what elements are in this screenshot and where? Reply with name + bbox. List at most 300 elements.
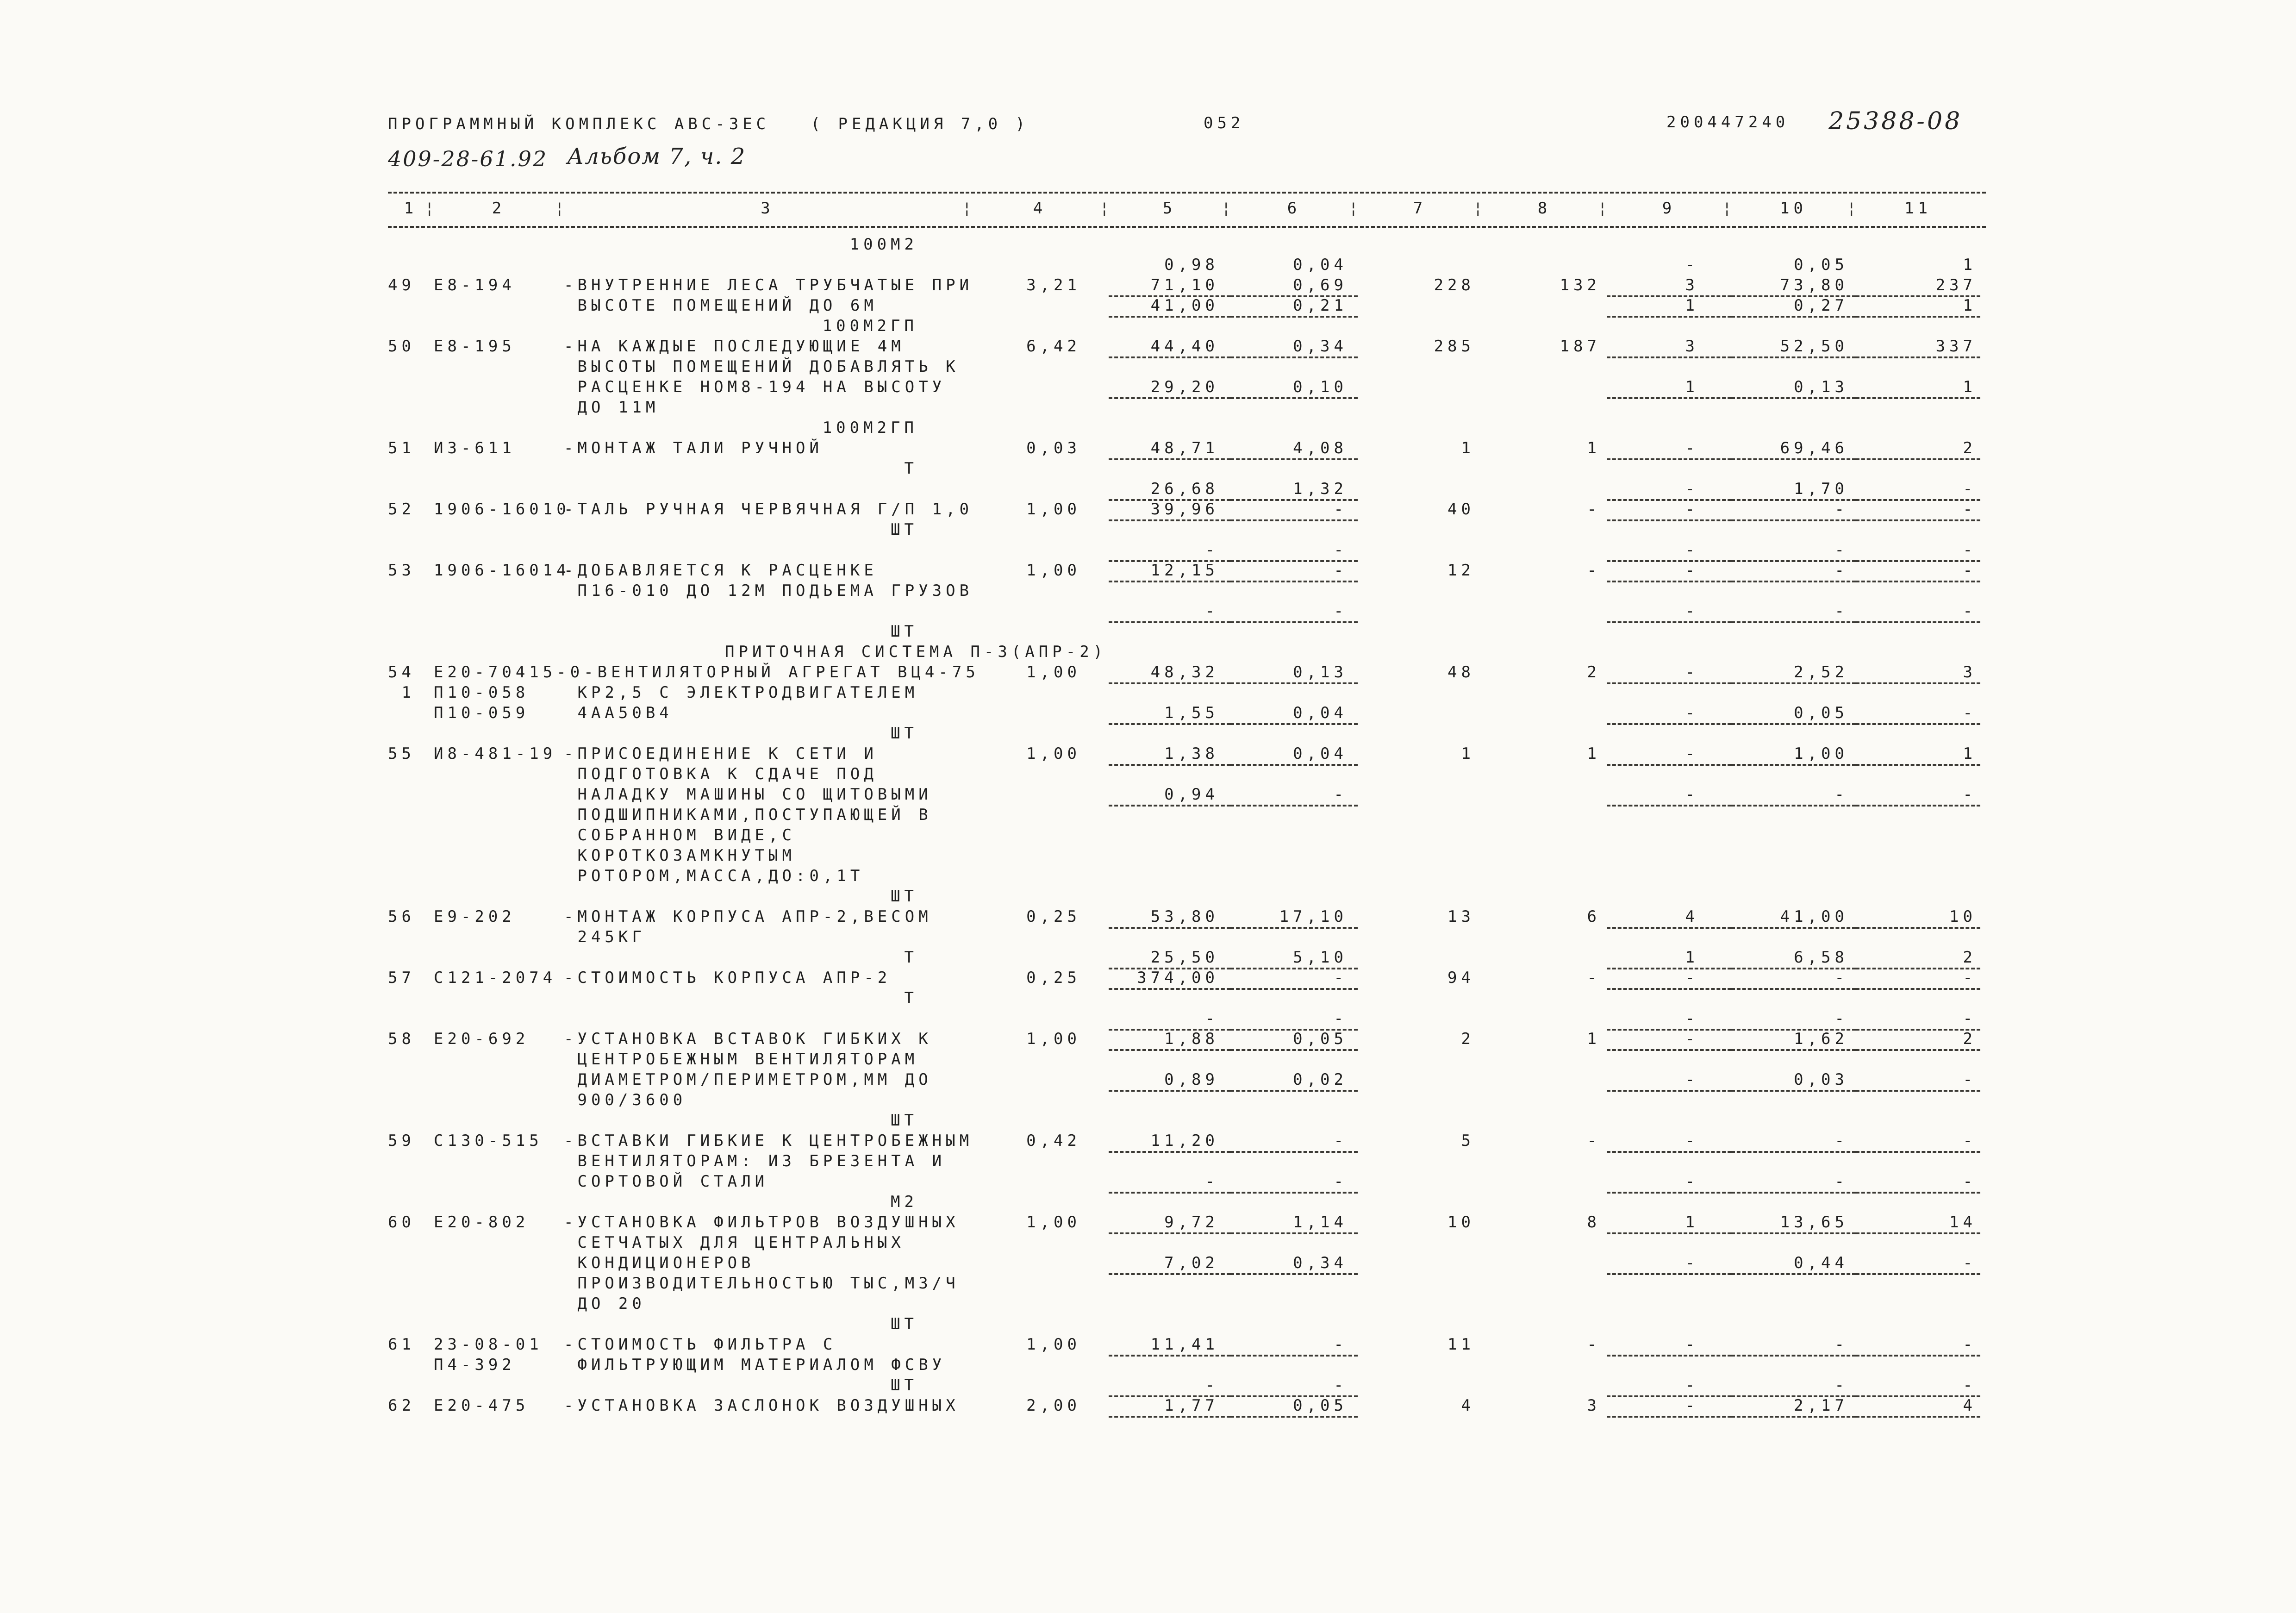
materials-value: - — [1731, 1171, 1856, 1194]
labor-cost-value: 17,10 — [1230, 907, 1358, 929]
materials-value: - — [1731, 1131, 1856, 1153]
table-line — [388, 764, 1980, 784]
labor-hours-value: 10 — [1856, 907, 1980, 929]
labor-cost-value: - — [1230, 540, 1358, 562]
item-row — [388, 1212, 1980, 1232]
item-row — [388, 1334, 1980, 1355]
materials-value: 2,52 — [1731, 662, 1856, 684]
table-line — [388, 377, 1980, 397]
labor-hours-value: - — [1856, 703, 1980, 725]
quantity-value: 6,42 — [1026, 337, 1081, 356]
unit-label: 100М2ГП — [822, 317, 918, 335]
table-line — [388, 397, 1980, 418]
section-header-row — [388, 642, 1980, 662]
item-row — [388, 1395, 1980, 1416]
machines-value: - — [1607, 540, 1731, 562]
unit-label: Т — [904, 459, 918, 478]
row-number: 57 — [388, 969, 415, 987]
unit-cost-value: 48,32 — [1109, 662, 1230, 684]
item-description: -ДОБАВЛЯЕТСЯ К РАСЦЕНКЕ — [564, 561, 878, 580]
labor-hours-value: 4 — [1856, 1395, 1980, 1418]
labor-cost-value: - — [1230, 784, 1358, 806]
unit-cost-value: 9,72 — [1109, 1212, 1230, 1234]
item-code: И3-611 — [434, 439, 516, 457]
table-line — [388, 540, 1980, 560]
labor-hours-value: 2 — [1856, 947, 1980, 969]
labor-total-value: 132 — [1560, 276, 1601, 294]
machines-value: - — [1607, 601, 1731, 623]
materials-value: 0,13 — [1731, 377, 1856, 399]
unit-label: ШТ — [891, 1376, 918, 1394]
unit-cost-value: 41,00 — [1109, 295, 1230, 318]
item-row — [388, 336, 1980, 356]
labor-cost-value: 0,34 — [1230, 336, 1358, 358]
item-code-description: Е20-70415-0-ВЕНТИЛЯТОРНЫЙ АГРЕГАТ ВЦ4-75 — [434, 663, 980, 681]
labor-total-value: 8 — [1587, 1213, 1601, 1232]
machines-value: 4 — [1607, 907, 1731, 929]
unit-label: 100М2 — [849, 235, 918, 254]
quantity-value: 2,00 — [1026, 1396, 1081, 1415]
item-code: П10-058 — [434, 683, 530, 702]
unit-label: ШТ — [891, 724, 918, 743]
unit-label: ШТ — [891, 622, 918, 641]
row-number: 61 — [388, 1335, 415, 1354]
column-number: 2 ¦ — [434, 198, 564, 219]
table-line — [388, 1049, 1980, 1069]
item-description: КР2,5 С ЭЛЕКТРОДВИГАТЕЛЕМ — [564, 683, 919, 702]
item-code: И8-481-19 — [434, 744, 557, 763]
table-line — [388, 255, 1980, 275]
table-line — [388, 1069, 1980, 1090]
labor-cost-value: 0,69 — [1230, 275, 1358, 297]
unit-cost-value: 0,94 — [1109, 784, 1230, 806]
item-code: 1906-16014 — [434, 561, 570, 580]
quantity-value: 1,00 — [1026, 500, 1081, 519]
quantity-value: 0,25 — [1026, 907, 1081, 926]
column-number: 7 ¦ — [1358, 198, 1482, 219]
machines-value: 1 — [1607, 377, 1731, 399]
labor-total-value: 2 — [1587, 663, 1601, 681]
labor-cost-value: 0,05 — [1230, 1029, 1358, 1051]
labor-total-value: - — [1587, 500, 1601, 519]
labor-hours-value: 1 — [1963, 256, 1977, 274]
total-cost-value: 48 — [1447, 663, 1475, 681]
table-line — [388, 1090, 1980, 1110]
machines-value: - — [1607, 784, 1731, 806]
table-line — [388, 1171, 1980, 1192]
item-description: -ВНУТРЕННИЕ ЛЕСА ТРУБЧАТЫЕ ПРИ — [564, 276, 973, 294]
materials-value: - — [1731, 784, 1856, 806]
column-number: 3 ¦ — [564, 198, 971, 219]
materials-value: - — [1731, 499, 1856, 521]
item-description: -УСТАНОВКА ВСТАВОК ГИБКИХ К — [564, 1030, 932, 1048]
quantity-value: 1,00 — [1026, 1030, 1081, 1048]
unit-cost-value: 0,98 — [1164, 256, 1219, 274]
item-code: Е8-194 — [434, 276, 516, 294]
quantity-value: 1,00 — [1026, 1335, 1081, 1354]
machines-value: - — [1607, 499, 1731, 521]
unit-cost-value: 11,41 — [1109, 1334, 1230, 1357]
labor-hours-value: - — [1856, 601, 1980, 623]
total-cost-value: 1 — [1461, 439, 1475, 457]
materials-value: 1,70 — [1731, 479, 1856, 501]
item-description: ПОДШИПНИКАМИ,ПОСТУПАЮЩЕЙ В — [564, 806, 932, 824]
quantity-value: 1,00 — [1026, 561, 1081, 580]
labor-cost-value: 4,08 — [1230, 438, 1358, 460]
item-row — [388, 662, 1980, 682]
machines-value: 1 — [1607, 1212, 1731, 1234]
column-number: 6 ¦ — [1230, 198, 1358, 219]
machines-value: 3 — [1607, 336, 1731, 358]
table-line — [388, 1294, 1980, 1314]
table-line — [388, 927, 1980, 947]
table-line — [388, 703, 1980, 723]
materials-value: - — [1731, 601, 1856, 623]
unit-label: 100М2ГП — [822, 419, 918, 437]
unit-label: ШТ — [891, 887, 918, 906]
row-number: 49 — [388, 276, 415, 294]
item-code: Е20-475 — [434, 1396, 530, 1415]
labor-total-value: 3 — [1587, 1396, 1601, 1415]
unit-cost-value: - — [1109, 540, 1230, 562]
table-line — [388, 1008, 1980, 1029]
item-description: 245КГ — [564, 928, 646, 946]
table-line — [388, 886, 1980, 907]
row-number: 52 — [388, 500, 415, 519]
labor-cost-value: 5,10 — [1230, 947, 1358, 969]
page-number: 052 — [1204, 114, 1245, 132]
row-number: 50 — [388, 337, 415, 356]
unit-cost-value: 11,20 — [1109, 1131, 1230, 1153]
labor-cost-value: - — [1230, 1375, 1358, 1397]
unit-label: М2 — [891, 1193, 918, 1211]
labor-cost-value: 0,04 — [1293, 256, 1348, 274]
total-cost-value: 2 — [1461, 1030, 1475, 1048]
labor-hours-value: - — [1856, 1375, 1980, 1397]
table-line — [388, 845, 1980, 866]
labor-total-value: 187 — [1560, 337, 1601, 356]
unit-cost-value: 7,02 — [1109, 1253, 1230, 1275]
divider-rule-bottom — [388, 226, 1986, 228]
table-line — [388, 1273, 1980, 1294]
project-code: 200447240 — [1666, 113, 1790, 131]
table-line — [388, 682, 1980, 703]
unit-cost-value: 374,00 — [1109, 968, 1230, 990]
item-description: -МОНТАЖ ТАЛИ РУЧНОЙ — [564, 439, 823, 457]
item-description: -УСТАНОВКА ЗАСЛОНОК ВОЗДУШНЫХ — [564, 1396, 960, 1415]
row-number: 62 — [388, 1396, 415, 1415]
item-row — [388, 907, 1980, 927]
unit-cost-value: - — [1109, 1171, 1230, 1194]
column-number: 8 ¦ — [1482, 198, 1607, 219]
labor-total-value: 6 — [1587, 907, 1601, 926]
item-row — [388, 275, 1980, 295]
item-code: Е9-202 — [434, 907, 516, 926]
item-description: -МОНТАЖ КОРПУСА АПР-2,ВЕСОМ — [564, 907, 932, 926]
labor-total-value: 1 — [1587, 1030, 1601, 1048]
item-row — [388, 499, 1980, 519]
item-description: П16-010 ДО 12М ПОДЬЕМА ГРУЗОВ — [564, 581, 973, 600]
materials-value: 73,80 — [1731, 275, 1856, 297]
table-line — [388, 519, 1980, 540]
item-description: НАЛАДКУ МАШИНЫ СО ЩИТОВЫМИ — [564, 785, 932, 804]
item-description: СОБРАННОМ ВИДЕ,С — [564, 826, 796, 844]
item-code: П4-392 — [434, 1356, 516, 1374]
item-description: -ТАЛЬ РУЧНАЯ ЧЕРВЯЧНАЯ Г/П 1,0 — [564, 500, 973, 519]
machines-value: - — [1607, 1253, 1731, 1275]
labor-cost-value: 0,04 — [1230, 703, 1358, 725]
row-number: 54 — [388, 663, 415, 681]
item-description: 4АА50В4 — [564, 704, 673, 722]
machines-value: - — [1607, 968, 1731, 990]
unit-cost-value: 1,88 — [1109, 1029, 1230, 1051]
item-row — [388, 438, 1980, 458]
labor-hours-value: - — [1856, 560, 1980, 582]
machines-value: - — [1607, 1375, 1731, 1397]
quantity-value: 1,00 — [1026, 744, 1081, 763]
unit-label: ШТ — [891, 1111, 918, 1130]
table-body — [388, 234, 1980, 1416]
materials-value: 0,03 — [1731, 1069, 1856, 1092]
total-cost-value: 1 — [1461, 744, 1475, 763]
table-line — [388, 581, 1980, 601]
total-cost-value: 285 — [1434, 337, 1475, 356]
item-code: Е20-692 — [434, 1030, 530, 1048]
table-line — [388, 1232, 1980, 1253]
item-description: -УСТАНОВКА ФИЛЬТРОВ ВОЗДУШНЫХ — [564, 1213, 960, 1232]
labor-hours-value: - — [1856, 1334, 1980, 1357]
quantity-value: 3,21 — [1026, 276, 1081, 294]
materials-value: - — [1731, 1334, 1856, 1357]
labor-hours-value: - — [1856, 784, 1980, 806]
machines-value: 1 — [1607, 947, 1731, 969]
unit-cost-value: 12,15 — [1109, 560, 1230, 582]
materials-value: 0,05 — [1731, 703, 1856, 725]
section-title: ПРИТОЧНАЯ СИСТЕМА П-3(АПР-2) — [725, 643, 1107, 661]
labor-cost-value: 1,14 — [1230, 1212, 1358, 1234]
labor-cost-value: 0,02 — [1230, 1069, 1358, 1092]
unit-cost-value: 0,89 — [1109, 1069, 1230, 1092]
unit-cost-value: - — [1109, 601, 1230, 623]
unit-cost-value: 71,10 — [1109, 275, 1230, 297]
materials-value: 0,05 — [1794, 256, 1848, 274]
unit-cost-value: 1,77 — [1109, 1395, 1230, 1418]
unit-cost-value: 39,96 — [1109, 499, 1230, 521]
materials-value: 0,44 — [1731, 1253, 1856, 1275]
machines-value: - — [1607, 1029, 1731, 1051]
table-line — [388, 458, 1980, 479]
column-number: 4 ¦ — [971, 198, 1109, 219]
item-row — [388, 560, 1980, 581]
materials-value: - — [1731, 1008, 1856, 1031]
item-code: Е20-802 — [434, 1213, 530, 1232]
labor-hours-value: - — [1856, 1008, 1980, 1031]
labor-cost-value: 1,32 — [1230, 479, 1358, 501]
unit-cost-value: 25,50 — [1109, 947, 1230, 969]
labor-cost-value: - — [1230, 1171, 1358, 1194]
machines-value: - — [1607, 1171, 1731, 1194]
materials-value: - — [1731, 540, 1856, 562]
item-description: ЦЕНТРОБЕЖНЫМ ВЕНТИЛЯТОРАМ — [564, 1050, 919, 1069]
column-number: 1 ¦ — [388, 198, 434, 219]
item-description: -ВСТАВКИ ГИБКИЕ К ЦЕНТРОБЕЖНЫМ — [564, 1132, 973, 1150]
machines-value: 3 — [1607, 275, 1731, 297]
table-line — [388, 621, 1980, 642]
item-description: РАСЦЕНКЕ НОМ8-194 НА ВЫСОТУ — [564, 378, 946, 396]
table-line — [388, 1375, 1980, 1395]
labor-total-value: - — [1587, 969, 1601, 987]
row-number: 58 — [388, 1030, 415, 1048]
machines-value: - — [1607, 1334, 1731, 1357]
unit-cost-value: 26,68 — [1109, 479, 1230, 501]
labor-cost-value: - — [1230, 1008, 1358, 1031]
table-line — [388, 805, 1980, 825]
labor-hours-value: 1 — [1856, 295, 1980, 318]
labor-cost-value: - — [1230, 499, 1358, 521]
table-line — [388, 947, 1980, 968]
item-code: С130-515 — [434, 1132, 543, 1150]
labor-hours-value: 3 — [1856, 662, 1980, 684]
column-header-row — [388, 198, 1980, 219]
item-code: Е8-195 — [434, 337, 516, 356]
item-description: ДО 20 — [564, 1294, 646, 1313]
row-number: 51 — [388, 439, 415, 457]
labor-hours-value: - — [1856, 479, 1980, 501]
total-cost-value: 94 — [1447, 969, 1475, 987]
total-cost-value: 5 — [1461, 1132, 1475, 1150]
table-line — [388, 988, 1980, 1008]
labor-hours-value: - — [1856, 540, 1980, 562]
item-description: ДО 11М — [564, 398, 660, 417]
row-number: 56 — [388, 907, 415, 926]
machines-value: - — [1685, 256, 1699, 274]
labor-cost-value: 0,05 — [1230, 1395, 1358, 1418]
item-description: СОРТОВОЙ СТАЛИ — [564, 1172, 769, 1191]
quantity-value: 1,00 — [1026, 663, 1081, 681]
unit-cost-value: - — [1109, 1375, 1230, 1397]
labor-cost-value: - — [1230, 601, 1358, 623]
labor-cost-value: 0,13 — [1230, 662, 1358, 684]
materials-value: 41,00 — [1731, 907, 1856, 929]
total-cost-value: 13 — [1447, 907, 1475, 926]
table-line — [388, 1355, 1980, 1375]
machines-value: - — [1607, 479, 1731, 501]
item-description: -ПРИСОЕДИНЕНИЕ К СЕТИ И — [564, 744, 878, 763]
unit-cost-value: - — [1109, 1008, 1230, 1031]
handwritten-album: Альбом 7, ч. 2 — [567, 144, 746, 169]
row-number: 53 — [388, 561, 415, 580]
item-description: -НА КАЖДЫЕ ПОСЛЕДУЮЩИЕ 4М — [564, 337, 905, 356]
table-line — [388, 295, 1980, 316]
handwritten-code: 409-28-61.92 — [388, 146, 548, 171]
table-line — [388, 723, 1980, 744]
table-line — [388, 866, 1980, 886]
materials-value: - — [1731, 560, 1856, 582]
table-line — [388, 418, 1980, 438]
labor-cost-value: - — [1230, 968, 1358, 990]
column-number: 5 ¦ — [1109, 198, 1230, 219]
labor-hours-value: 237 — [1856, 275, 1980, 297]
labor-hours-value: - — [1856, 1253, 1980, 1275]
table-line — [388, 1110, 1980, 1131]
item-description: ПРОИЗВОДИТЕЛЬНОСТЬЮ ТЫС,М3/Ч — [564, 1274, 960, 1293]
row-number: 1 — [388, 683, 415, 702]
column-number: 11 — [1904, 199, 1932, 218]
labor-total-value: 1 — [1587, 744, 1601, 763]
item-code: 1906-16010 — [434, 500, 570, 519]
item-row — [388, 1029, 1980, 1049]
quantity-value: 1,00 — [1026, 1213, 1081, 1232]
labor-cost-value: - — [1230, 1131, 1358, 1153]
labor-hours-value: 337 — [1856, 336, 1980, 358]
table-line — [388, 479, 1980, 499]
labor-cost-value: 0,34 — [1230, 1253, 1358, 1275]
materials-value: 2,17 — [1731, 1395, 1856, 1418]
materials-value: 1,62 — [1731, 1029, 1856, 1051]
labor-total-value: - — [1587, 1335, 1601, 1354]
row-number: 55 — [388, 744, 415, 763]
total-cost-value: 228 — [1434, 276, 1475, 294]
item-description: -СТОИМОСТЬ ФИЛЬТРА С — [564, 1335, 837, 1354]
total-cost-value: 11 — [1447, 1335, 1475, 1354]
total-cost-value: 10 — [1447, 1213, 1475, 1232]
table-line — [388, 825, 1980, 845]
column-number: 10 ¦ — [1731, 198, 1856, 219]
labor-cost-value: - — [1230, 560, 1358, 582]
unit-label: Т — [904, 948, 918, 967]
item-row — [388, 968, 1980, 988]
item-description: ВЕНТИЛЯТОРАМ: ИЗ БРЕЗЕНТА И — [564, 1152, 946, 1170]
table-line — [388, 1314, 1980, 1334]
item-description: 900/3600 — [564, 1091, 687, 1109]
labor-cost-value: 0,10 — [1230, 377, 1358, 399]
item-description: ДИАМЕТРОМ/ПЕРИМЕТРОМ,ММ ДО — [564, 1070, 932, 1089]
item-description: ПОДГОТОВКА К СДАЧЕ ПОД — [564, 765, 878, 783]
labor-hours-value: - — [1856, 499, 1980, 521]
item-description: КОНДИЦИОНЕРОВ — [564, 1254, 755, 1272]
item-row — [388, 744, 1980, 764]
labor-hours-value: 1 — [1856, 744, 1980, 766]
divider-rule-top — [388, 192, 1986, 194]
labor-hours-value: 2 — [1856, 1029, 1980, 1051]
quantity-value: 0,42 — [1026, 1132, 1081, 1150]
machines-value: - — [1607, 438, 1731, 460]
labor-hours-value: 2 — [1856, 438, 1980, 460]
table-line — [388, 234, 1980, 255]
table-line — [388, 1253, 1980, 1273]
labor-total-value: 1 — [1587, 439, 1601, 457]
labor-cost-value: 0,04 — [1230, 744, 1358, 766]
machines-value: - — [1607, 1395, 1731, 1418]
table-line — [388, 1192, 1980, 1212]
materials-value: 13,65 — [1731, 1212, 1856, 1234]
materials-value: 1,00 — [1731, 744, 1856, 766]
item-code: П10-059 — [434, 704, 530, 722]
item-description: ВЫСОТЫ ПОМЕЩЕНИЙ ДОБАВЛЯТЬ К — [564, 357, 960, 376]
labor-hours-value: - — [1856, 968, 1980, 990]
item-description: -СТОИМОСТЬ КОРПУСА АПР-2 — [564, 969, 892, 987]
total-cost-value: 4 — [1461, 1396, 1475, 1415]
labor-cost-value: - — [1230, 1334, 1358, 1357]
item-description: ВЫСОТЕ ПОМЕЩЕНИЙ ДО 6М — [564, 296, 878, 315]
table-line — [388, 356, 1980, 377]
labor-hours-value: 1 — [1856, 377, 1980, 399]
materials-value: 0,27 — [1731, 295, 1856, 318]
total-cost-value: 40 — [1447, 500, 1475, 519]
item-description: КОРОТКОЗАМКНУТЫМ — [564, 846, 796, 865]
labor-total-value: - — [1587, 1132, 1601, 1150]
materials-value: 69,46 — [1731, 438, 1856, 460]
